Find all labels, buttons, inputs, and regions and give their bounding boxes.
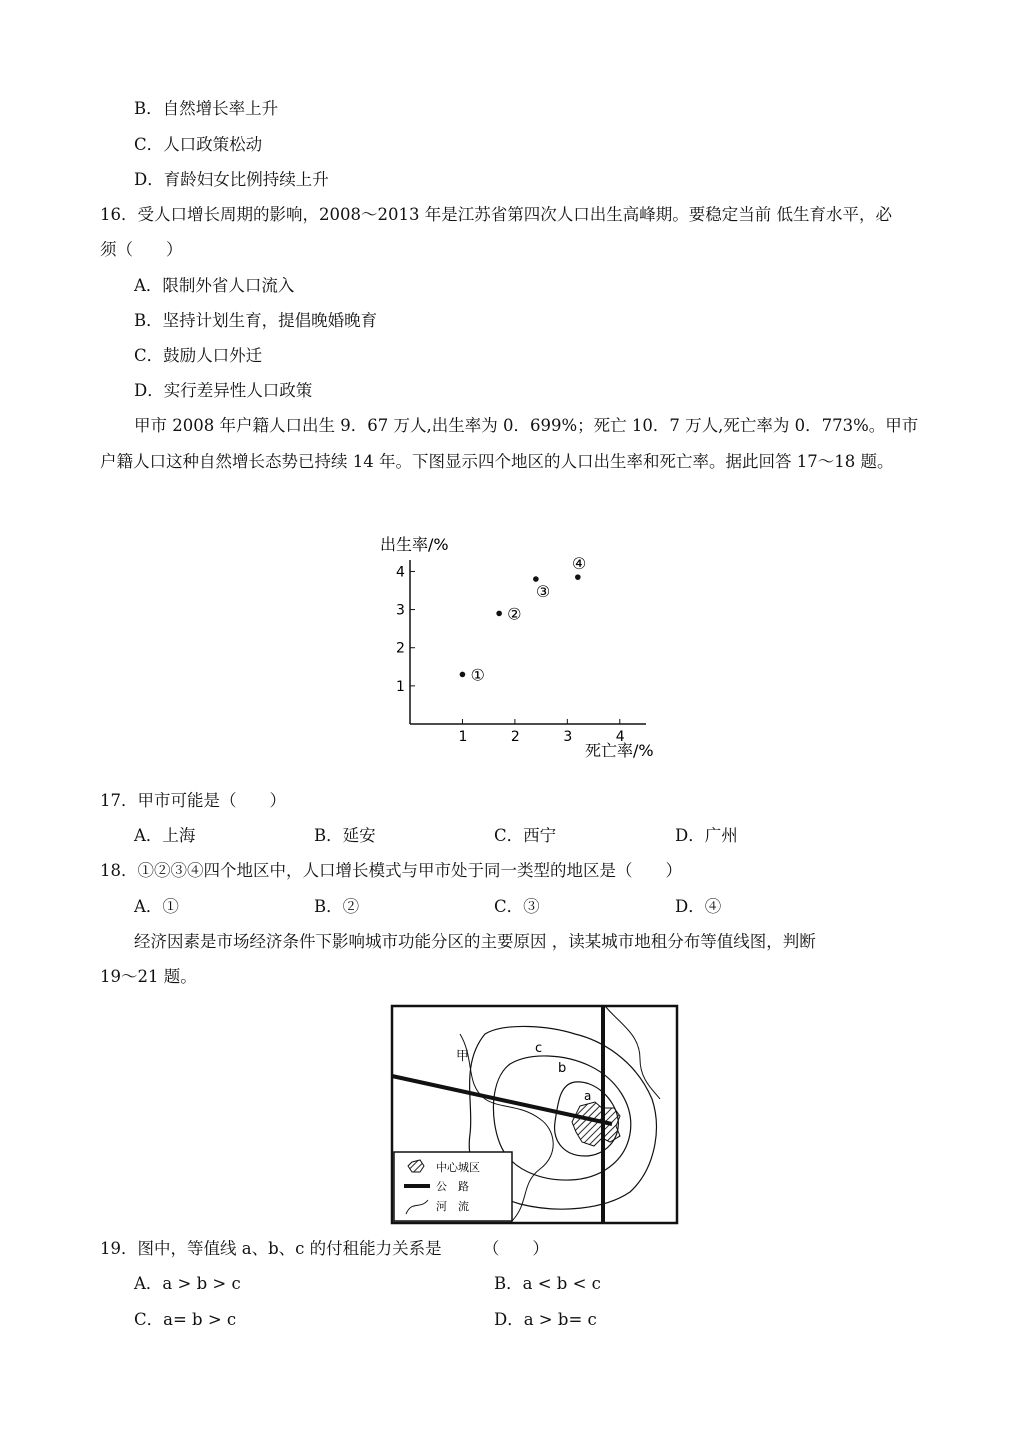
- q15-option-c: C．人口政策松动: [134, 135, 263, 154]
- y-tick-label: 1: [396, 678, 405, 695]
- q18-option-c: C．③: [494, 897, 540, 916]
- q19-option-a: A．a > b > c: [134, 1274, 241, 1293]
- q17-option-d: D．广州: [675, 826, 738, 845]
- q18-option-a: A．①: [134, 897, 179, 916]
- q19-option-d: D．a > b= c: [494, 1310, 597, 1329]
- q19-stem: 19．图中，等值线 a、b、c 的付租能力关系是 （ ）: [100, 1239, 549, 1258]
- legend-river-label: 河 流: [436, 1200, 469, 1213]
- intro-19-21-line1: 经济因素是市场经济条件下影响城市功能分区的主要原因 ，读某城市地租分布等值线图，判断: [134, 932, 816, 951]
- legend-road-label: 公 路: [436, 1180, 469, 1193]
- intro-17-18-line1: 甲市 2008 年户籍人口出生 9．67 万人,出生率为 0．699%；死亡 10．7 万人,死亡率为 0．773%。甲市: [134, 416, 919, 435]
- intro-19-21-line2: 19～21 题。: [100, 967, 197, 986]
- y-tick-label: 2: [396, 640, 405, 657]
- q16-option-a: A．限制外省人口流入: [134, 276, 295, 295]
- q18-option-b: B．②: [314, 897, 360, 916]
- q15-option-b: B．自然增长率上升: [134, 99, 279, 118]
- q19-option-c: C．a= b > c: [134, 1310, 237, 1329]
- label-c: c: [535, 1041, 543, 1056]
- x-tick-label: 1: [458, 729, 468, 745]
- q17-option-b: B．延安: [314, 826, 376, 845]
- x-tick-label: 2: [510, 729, 520, 745]
- q18-option-d: D．④: [675, 897, 722, 916]
- data-point: [460, 672, 466, 678]
- q15-option-d: D．育龄妇女比例持续上升: [134, 170, 329, 189]
- label-b: b: [558, 1061, 567, 1076]
- data-point: [533, 576, 539, 582]
- data-point: [575, 574, 581, 580]
- data-point-label: ①: [470, 665, 485, 685]
- q16-option-d: D．实行差异性人口政策: [134, 381, 313, 400]
- river-2: [605, 1006, 660, 1099]
- y-tick-label: 4: [396, 564, 405, 581]
- label-a: a: [584, 1089, 592, 1103]
- legend-center-label: 中心城区: [436, 1161, 480, 1174]
- q19-option-b: B．a < b < c: [494, 1274, 601, 1293]
- intro-17-18-line2: 户籍人口这种自然增长态势已持续 14 年。下图显示四个地区的人口出生率和死亡率。据此回答 17～18 题。: [100, 452, 894, 471]
- q18-stem: 18．①②③④四个地区中，人口增长模式与甲市处于同一类型的地区是（ ）: [100, 861, 682, 880]
- q17-option-c: C．西宁: [494, 826, 557, 845]
- q17-stem: 17．甲市可能是（ ）: [100, 791, 286, 810]
- q16-stem-line1: 16．受人口增长周期的影响，2008～2013 年是江苏省第四次人口出生高峰期。要稳定当前 低生育水平，必: [100, 205, 892, 224]
- birth-death-rate-chart: [370, 530, 690, 770]
- central-district: [572, 1102, 620, 1146]
- data-point-label: ②: [507, 604, 522, 624]
- chart-ylabel: 出生率/%: [380, 535, 449, 554]
- land-rent-contour-map: [390, 1004, 680, 1226]
- data-point: [496, 611, 502, 617]
- x-tick-label: 4: [615, 729, 625, 745]
- q16-option-b: B．坚持计划生育，提倡晚婚晚育: [134, 311, 378, 330]
- y-tick-label: 3: [396, 602, 405, 619]
- q16-option-c: C．鼓励人口外迁: [134, 346, 263, 365]
- q17-option-a: A．上海: [134, 826, 196, 845]
- q16-stem-line2: 须（ ）: [100, 240, 183, 259]
- data-point-label: ④: [571, 554, 587, 574]
- chart-xlabel: 死亡率/%: [585, 741, 654, 760]
- label-jia: 甲: [456, 1049, 470, 1064]
- x-tick-label: 3: [563, 729, 573, 745]
- data-point-label: ③: [535, 582, 551, 602]
- road-horizontal: [392, 1076, 612, 1124]
